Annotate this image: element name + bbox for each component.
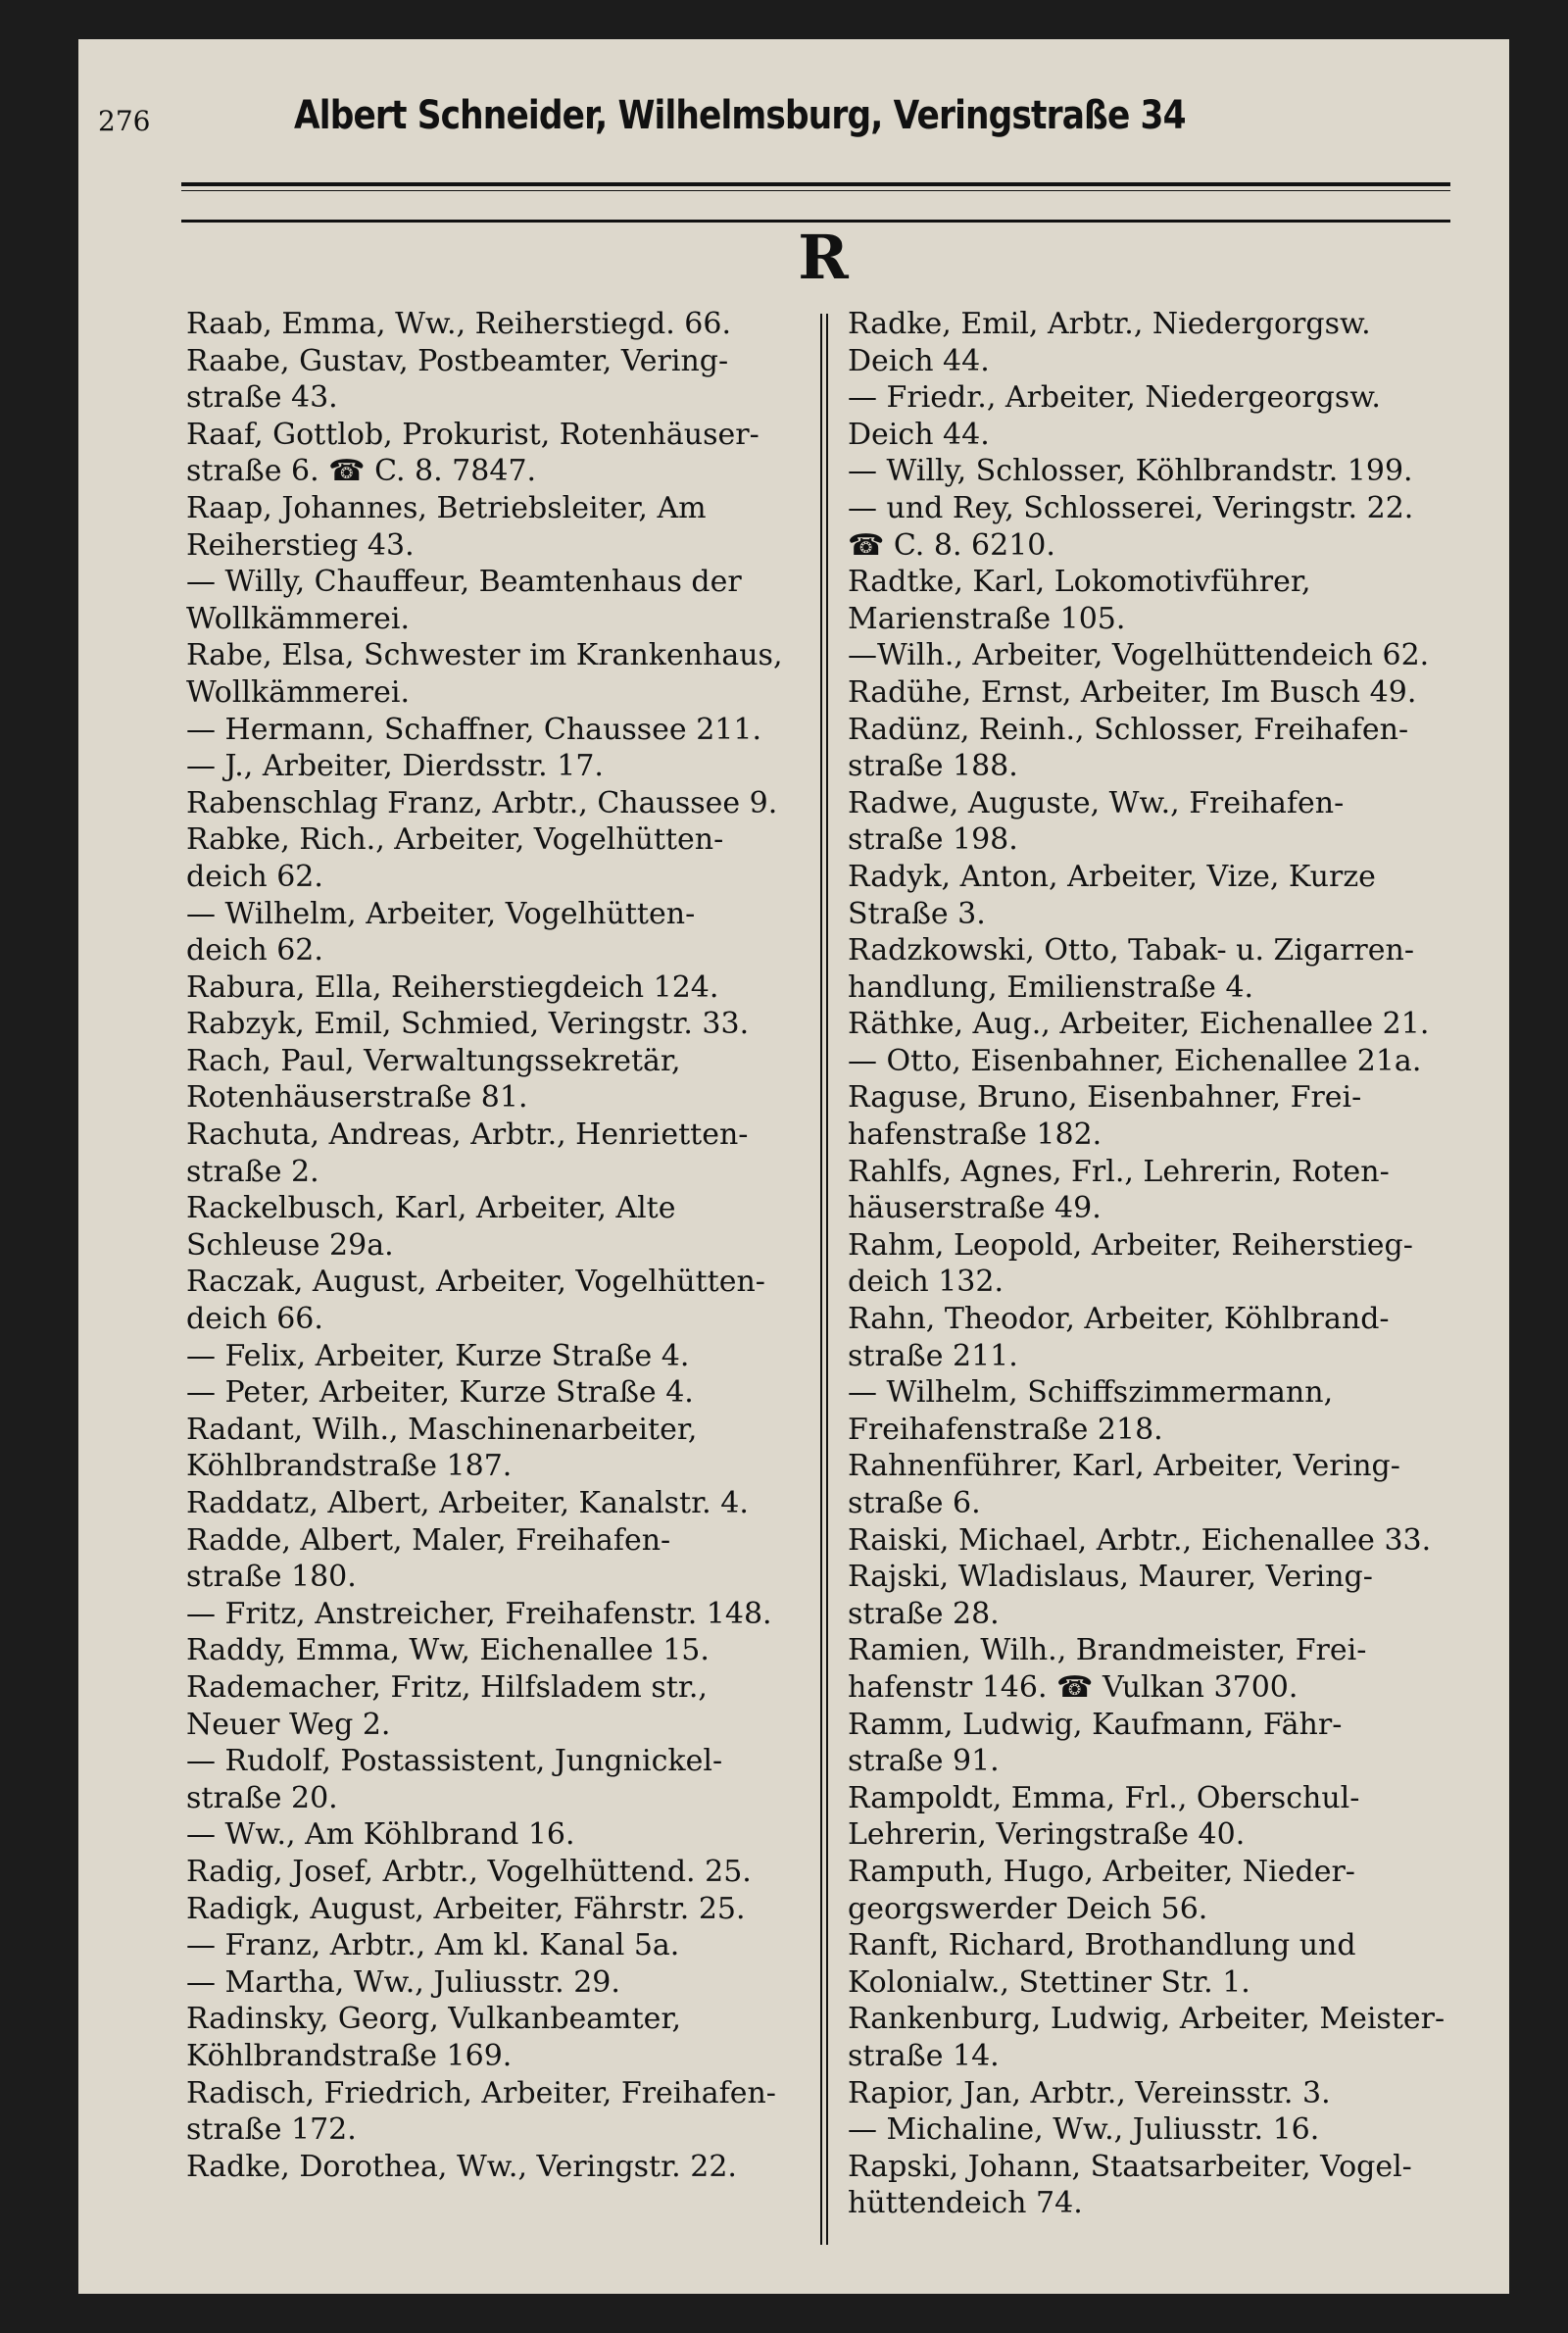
entry-line: Rackelbusch, Karl, Arbeiter, Alte (186, 1191, 676, 1226)
entry-line: Räthke, Aug., Arbeiter, Eichenallee 21. (848, 1007, 1430, 1042)
entry-line: Raddy, Emma, Ww, Eichenallee 15. (186, 1633, 710, 1668)
entry-continuation: Deich 44. (848, 343, 990, 378)
directory-entry (848, 1006, 1475, 1043)
entry-line: Rajski, Wladislaus, Maurer, Vering- (848, 1560, 1373, 1595)
entry-line: Rabe, Elsa, Schwester im Krankenhaus, (186, 638, 783, 673)
directory-entry (186, 1891, 813, 1928)
entry-continuation: Straße 3. (848, 896, 986, 931)
directory-entry (848, 2149, 1475, 2222)
directory-entry (848, 932, 1475, 1006)
entry-continuation: Lehrerin, Veringstraße 40. (848, 1817, 1246, 1853)
directory-entry (848, 1227, 1475, 1301)
directory-entry (848, 1632, 1475, 1706)
entry-line: Radwe, Auguste, Ww., Freihafen- (848, 785, 1345, 820)
directory-entry (186, 1964, 813, 2002)
directory-entry (848, 1522, 1475, 1560)
entry-line: Raap, Johannes, Betriebsleiter, Am (186, 490, 707, 525)
directory-entry (186, 969, 813, 1007)
directory-entry (848, 453, 1475, 490)
directory-entry (186, 637, 813, 711)
directory-entry (186, 1264, 813, 1337)
entry-line: Radisch, Friedrich, Arbeiter, Freihafen- (186, 2075, 776, 2110)
directory-entry (186, 343, 813, 417)
directory-entry (848, 859, 1475, 932)
entry-line: — Martha, Ww., Juliusstr. 29. (186, 1964, 620, 2000)
entry-line: Raiski, Michael, Arbtr., Eichenallee 33. (848, 1522, 1432, 1558)
entry-line: Radke, Emil, Arbtr., Niedergorgsw. (848, 307, 1371, 341)
left-column (186, 306, 813, 2185)
entry-line: Radig, Josef, Arbtr., Vogelhüttend. 25. (186, 1854, 752, 1889)
directory-entry (848, 1559, 1475, 1632)
entry-continuation: straße 180. (186, 1560, 357, 1595)
directory-entry (848, 1448, 1475, 1521)
directory-entry (186, 2149, 813, 2186)
entry-continuation: Köhlbrandstraße 187. (186, 1449, 513, 1484)
entry-line: — Ww., Am Köhlbrand 16. (186, 1817, 575, 1853)
entry-line: Radke, Dorothea, Ww., Veringstr. 22. (186, 2149, 737, 2184)
entry-line: Radde, Albert, Maler, Freihafen- (186, 1522, 671, 1558)
directory-entry (848, 1154, 1475, 1227)
directory-entry (848, 1780, 1475, 1854)
directory-entry (186, 1374, 813, 1412)
directory-entry (848, 712, 1475, 785)
entry-continuation: deich 66. (186, 1302, 323, 1337)
directory-entry (186, 306, 813, 343)
entry-continuation: Schleuse 29a. (186, 1227, 394, 1263)
directory-entry (186, 417, 813, 490)
entry-continuation: straße 6. (848, 1486, 981, 1520)
directory-entry (848, 2001, 1475, 2074)
entry-line: Rach, Paul, Verwaltungssekretär, (186, 1043, 681, 1078)
section-letter: R (798, 222, 849, 293)
entry-continuation: deich 62. (186, 933, 323, 968)
directory-entry (186, 1522, 813, 1596)
entry-line: — Friedr., Arbeiter, Niedergeorgsw. (848, 380, 1381, 416)
entry-line: — Wilhelm, Arbeiter, Vogelhütten- (186, 896, 696, 931)
entry-line: Raczak, August, Arbeiter, Vogelhütten- (186, 1265, 765, 1300)
entry-continuation: Wollkämmerei. (186, 674, 410, 710)
entry-line: — und Rey, Schlosserei, Veringstr. 22. (848, 490, 1414, 525)
directory-entry (186, 1927, 813, 1964)
entry-continuation: ☎ C. 8. 6210. (848, 527, 1055, 563)
entry-continuation: hafenstraße 182. (848, 1117, 1102, 1153)
entry-line: Rabura, Ella, Reiherstiegdeich 124. (186, 969, 719, 1005)
directory-entry (186, 712, 813, 749)
entry-line: Rademacher, Fritz, Hilfsladem str., (186, 1669, 708, 1705)
right-column (848, 306, 1475, 2222)
entry-continuation: hafenstr 146. ☎ Vulkan 3700. (848, 1669, 1298, 1705)
entry-line: Raab, Emma, Ww., Reiherstiegd. 66. (186, 307, 731, 341)
directory-entry (848, 637, 1475, 674)
entry-continuation: straße 28. (848, 1596, 1000, 1631)
header-rule-thin (181, 190, 1450, 191)
page-number: 276 (98, 105, 151, 137)
entry-continuation: straße 2. (186, 1154, 319, 1189)
entry-continuation: straße 43. (186, 380, 338, 416)
directory-entry (848, 1927, 1475, 2001)
entry-continuation: straße 211. (848, 1338, 1018, 1373)
directory-entry (186, 748, 813, 785)
entry-line: Rabke, Rich., Arbeiter, Vogelhütten- (186, 822, 724, 858)
directory-entry (186, 1006, 813, 1043)
entry-continuation: straße 172. (186, 2112, 357, 2148)
directory-entry (186, 1854, 813, 1891)
entry-continuation: straße 198. (848, 822, 1018, 858)
entry-line: Raabe, Gustav, Postbeamter, Vering- (186, 343, 729, 378)
directory-entry (186, 1043, 813, 1117)
entry-line: — Willy, Chauffeur, Beamtenhaus der (186, 565, 742, 600)
directory-entry (848, 2075, 1475, 2112)
directory-entry (186, 896, 813, 969)
entry-continuation: straße 188. (848, 749, 1018, 784)
entry-line: —Wilh., Arbeiter, Vogelhüttendeich 62. (848, 638, 1430, 673)
directory-entry (848, 564, 1475, 637)
entry-line: Ramputh, Hugo, Arbeiter, Nieder- (848, 1854, 1355, 1889)
directory-entry (848, 1301, 1475, 1374)
directory-entry (186, 1190, 813, 1264)
directory-entry (186, 1338, 813, 1375)
entry-line: Radigk, August, Arbeiter, Fährstr. 25. (186, 1891, 746, 1926)
entry-line: — Franz, Arbtr., Am kl. Kanal 5a. (186, 1928, 680, 1963)
directory-entry (186, 1485, 813, 1522)
column-divider (820, 314, 822, 2245)
directory-entry (186, 821, 813, 895)
entry-continuation: Freihafenstraße 218. (848, 1412, 1163, 1447)
entry-line: Rapior, Jan, Arbtr., Vereinsstr. 3. (848, 2075, 1331, 2110)
entry-continuation: straße 6. ☎ C. 8. 7847. (186, 454, 537, 489)
entry-continuation: Köhlbrandstraße 169. (186, 2038, 513, 2073)
entry-continuation: Wollkämmerei. (186, 601, 410, 636)
entry-line: — Wilhelm, Schiffszimmermann, (848, 1375, 1334, 1411)
directory-entry (186, 2075, 813, 2149)
running-head: Albert Schneider, Wilhelmsburg, Veringstraße 34 (294, 93, 1186, 138)
entry-line: Rapski, Johann, Staatsarbeiter, Vogel- (848, 2149, 1412, 2184)
entry-line: — Fritz, Anstreicher, Freihafenstr. 148. (186, 1596, 772, 1631)
directory-entry (186, 564, 813, 637)
entry-line: Rachuta, Andreas, Arbtr., Henrietten- (186, 1117, 749, 1153)
entry-continuation: Rotenhäuserstraße 81. (186, 1080, 528, 1116)
entry-line: Rankenburg, Ludwig, Arbeiter, Meister- (848, 2002, 1446, 2037)
entry-continuation: Neuer Weg 2. (186, 1707, 391, 1742)
entry-continuation: deich 132. (848, 1265, 1004, 1300)
entry-line: Rabzyk, Emil, Schmied, Veringstr. 33. (186, 1007, 750, 1042)
entry-continuation: Reiherstieg 43. (186, 527, 415, 563)
entry-line: — Willy, Schlosser, Köhlbrandstr. 199. (848, 454, 1413, 489)
directory-entry (848, 2111, 1475, 2149)
directory-entry (186, 490, 813, 564)
entry-line: Ramien, Wilh., Brandmeister, Frei- (848, 1633, 1367, 1668)
header-rule (181, 182, 1450, 186)
entry-line: Radyk, Anton, Arbeiter, Vize, Kurze (848, 859, 1376, 894)
entry-line: — Otto, Eisenbahner, Eichenallee 21a. (848, 1043, 1422, 1078)
directory-entry (186, 1669, 813, 1743)
entry-line: — Rudolf, Postassistent, Jungnickel- (186, 1744, 723, 1779)
entry-continuation: deich 62. (186, 859, 323, 894)
directory-entry (848, 1374, 1475, 1448)
entry-line: Rampoldt, Emma, Frl., Oberschul- (848, 1780, 1360, 1815)
directory-entry (848, 1043, 1475, 1080)
entry-continuation: Kolonialw., Stettiner Str. 1. (848, 1964, 1250, 2000)
directory-entry (186, 1632, 813, 1669)
directory-entry (848, 1707, 1475, 1780)
entry-line: — Michaline, Ww., Juliusstr. 16. (848, 2112, 1320, 2148)
entry-line: Raddatz, Albert, Arbeiter, Kanalstr. 4. (186, 1486, 749, 1520)
directory-entry (848, 306, 1475, 379)
entry-continuation: häuserstraße 49. (848, 1191, 1102, 1226)
entry-line: Radant, Wilh., Maschinenarbeiter, (186, 1412, 698, 1447)
entry-continuation: straße 14. (848, 2038, 1000, 2073)
entry-line: Rahlfs, Agnes, Frl., Lehrerin, Roten- (848, 1154, 1390, 1189)
entry-line: — J., Arbeiter, Dierdsstr. 17. (186, 749, 604, 784)
directory-entry (186, 2001, 813, 2074)
column-divider (826, 314, 828, 2245)
directory-entry (848, 490, 1475, 564)
page-header (98, 93, 1450, 152)
directory-entry (848, 379, 1475, 453)
directory-entry (848, 785, 1475, 859)
entry-line: Rahm, Leopold, Arbeiter, Reiherstieg- (848, 1227, 1413, 1263)
entry-line: Rahn, Theodor, Arbeiter, Köhlbrand- (848, 1302, 1390, 1337)
entry-continuation: Deich 44. (848, 417, 990, 452)
entry-line: Radzkowski, Otto, Tabak- u. Zigarren- (848, 933, 1414, 968)
entry-continuation: handlung, Emilienstraße 4. (848, 969, 1254, 1005)
entry-line: Radühe, Ernst, Arbeiter, Im Busch 49. (848, 674, 1417, 710)
entry-continuation: hüttendeich 74. (848, 2186, 1083, 2221)
directory-entry (186, 1596, 813, 1633)
directory-entry (186, 1743, 813, 1816)
entry-line: — Felix, Arbeiter, Kurze Straße 4. (186, 1338, 690, 1373)
entry-line: Raguse, Bruno, Eisenbahner, Frei- (848, 1080, 1362, 1116)
entry-line: Radtke, Karl, Lokomotivführer, (848, 565, 1311, 600)
directory-entry (186, 1816, 813, 1854)
entry-continuation: georgswerder Deich 56. (848, 1891, 1208, 1926)
entry-line: Raaf, Gottlob, Prokurist, Rotenhäuser- (186, 417, 760, 452)
directory-entry (186, 785, 813, 822)
entry-line: — Peter, Arbeiter, Kurze Straße 4. (186, 1375, 694, 1411)
entry-line: Rabenschlag Franz, Arbtr., Chaussee 9. (186, 785, 778, 820)
directory-entry (848, 1854, 1475, 1927)
directory-entry (848, 674, 1475, 712)
entry-line: — Hermann, Schaffner, Chaussee 211. (186, 712, 762, 747)
entry-line: Ramm, Ludwig, Kaufmann, Fähr- (848, 1707, 1343, 1742)
directory-entry (186, 1117, 813, 1190)
entry-line: Rahnenführer, Karl, Arbeiter, Vering- (848, 1449, 1400, 1484)
directory-entry (186, 1412, 813, 1485)
entry-continuation: straße 20. (186, 1780, 338, 1815)
entry-line: Ranft, Richard, Brothandlung und (848, 1928, 1356, 1963)
entry-continuation: Marienstraße 105. (848, 601, 1126, 636)
directory-entry (848, 1079, 1475, 1153)
entry-line: Radinsky, Georg, Vulkanbeamter, (186, 2002, 682, 2037)
entry-continuation: straße 91. (848, 1744, 1000, 1779)
entry-line: Radünz, Reinh., Schlosser, Freihafen- (848, 712, 1409, 747)
